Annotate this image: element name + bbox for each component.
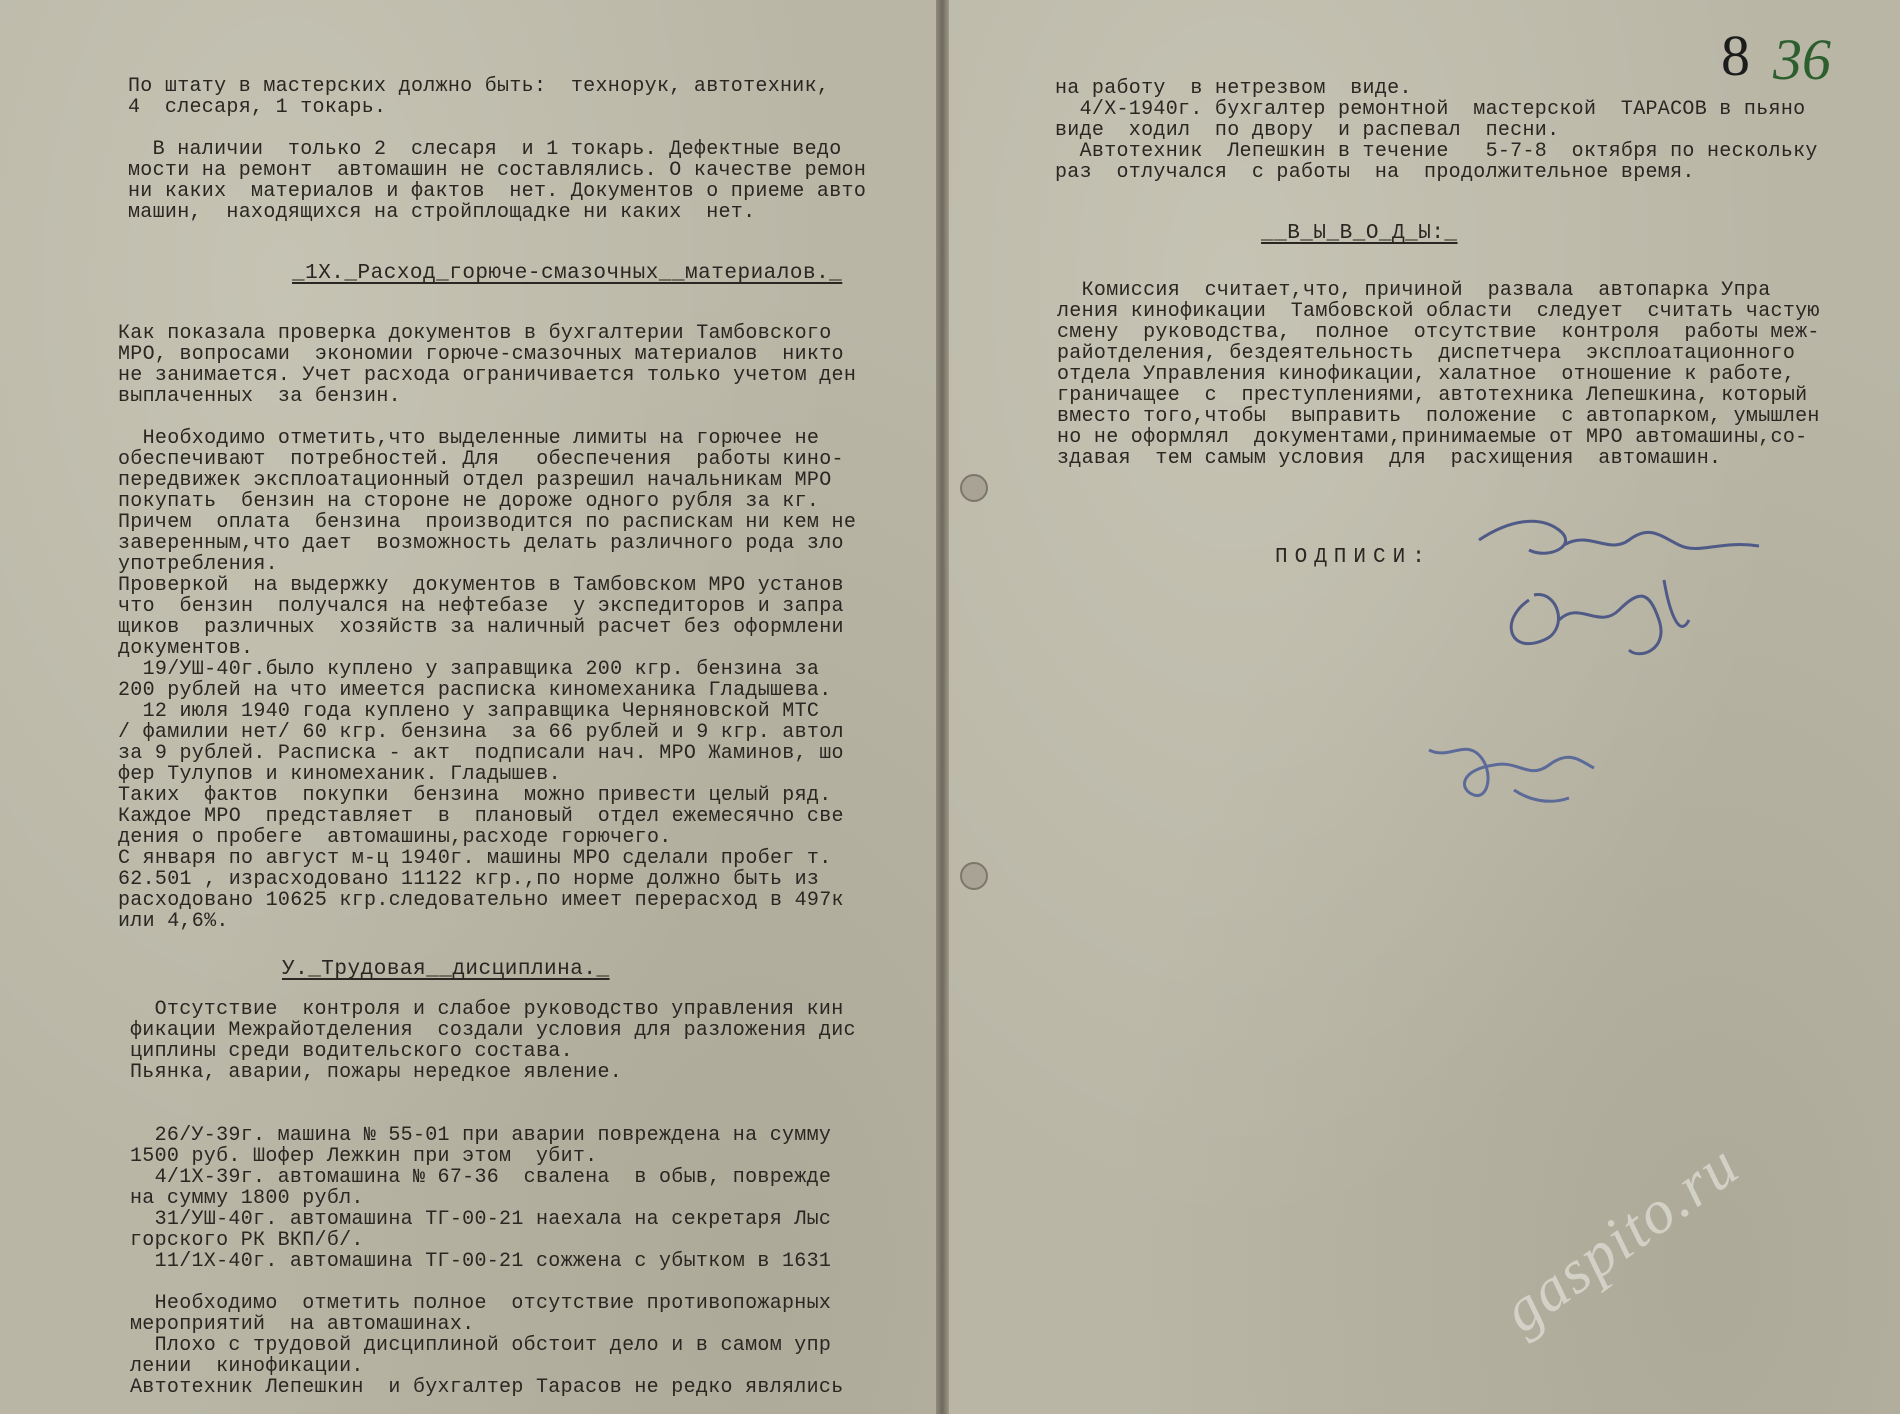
signatures-label: ПОДПИСИ: bbox=[1275, 546, 1432, 569]
binding-punch-hole bbox=[960, 862, 988, 890]
section-heading-fuel: _1Х._Расход_горюче-смазочных__материалов._ bbox=[292, 262, 843, 285]
page-number: 8 bbox=[1721, 23, 1750, 88]
left-page bbox=[0, 0, 944, 1414]
continuation-paragraph: на работу в нетрезвом виде. 4/Х-1940г. бухгалтер ремонтной мастерской ТАРАСОВ в пьяно виде ходил по двору и распевал песни. Автотехник Лепешкин в течение 5-7-8 октября по нескольку раз отлучался с работы на продолжительное время. bbox=[1055, 77, 1818, 184]
binding-punch-hole bbox=[960, 474, 988, 502]
archive-page-number: 36 bbox=[1773, 27, 1831, 92]
signature-2 bbox=[1489, 560, 1709, 670]
signature-3 bbox=[1419, 720, 1619, 810]
fuel-section-text: Как показала проверка документов в бухгалтерии Тамбовского МРО, вопросами экономии горюче-смазочных материалов никто не занимается. Учет расхода ограничивается только учетом ден выплаченных за бензин. Необходимо отметить,что выделенные лимиты на горючее не обеспечивают потребностей. Для обеспечения работы кино- передвижек эксплоатационный отдел разрешил начальникам МРО покупать бензин на стороне не дороже одного рубля за кг. Причем оплата бензина производится по распискам ни кем не заверенным,что дает возможность делать различного рода зло употребления. Проверкой на выдержку документов в Тамбовском МРО установ что бензин получался на нефтебазе у экспедиторов и запра щиков различных хозяйств за наличный расчет без оформлени документов. 19/УШ-40г.было куплено у заправщика 200 кгр. бензина за 200 рублей на что имеется расписка киномеханика Гладышева. 12 июля 1940 года куплено у заправщика Черняновской МТС / фамилии нет/ 60 кгр. бензина за 66 рублей и 9 кгр. автол за 9 рублей. Расписка - акт подписали нач. МРО Жаминов, шо фер Тулупов и киномеханик. Гладышев. Таких фактов покупки бензина можно привести целый ряд. Каждое МРО представляет в плановый отдел ежемесячно све дения о пробеге автомашины,расходе горючего. С января по август м-ц 1940г. машины МРО сделали пробег т. 62.501 , израсходовано 11122 кгр.,по норме должно быть из расходовано 10625 кгр.следовательно имеет перерасход в 497к или 4,6%. bbox=[118, 322, 857, 933]
section-heading-conclusions: __В_Ы_В_О_Д_Ы:_ bbox=[1261, 222, 1458, 245]
conclusion-text: Комиссия считает,что, причиной развала автопарка Упра ления кинофикации Тамбовской области следует считать частую смену руководства, полное отсутствие контроля работы меж- райотделения, бездеятельность диспетчера эксплоатационного отдела Управления кинофикации, халатное отношение к работе, граничащее с преступлениями, автотехника Лепешкина, который вместо того,чтобы выправить положение с автопарком, умышлен но не оформлял документами,принимаемые от МРО автомашины,со- здавая тем самым условия для расхищения автомашин. bbox=[1057, 279, 1820, 470]
section-heading-labor: У._Трудовая__дисциплина._ bbox=[282, 958, 610, 981]
watermark: gaspito.ru bbox=[1490, 1130, 1752, 1346]
right-page bbox=[948, 0, 1900, 1414]
intro-paragraph: По штату в мастерских должно быть: технорук, автотехник, 4 слесаря, 1 токарь. В наличии только 2 слесаря и 1 токарь. Дефектные ведо мости на ремонт автомашин не составлялись. О качестве ремон ни каких материалов и фактов нет. Документов о приеме авто машин, находящихся на стройплощадке ни каких нет. bbox=[128, 75, 867, 224]
labor-section-text: Отсутствие контроля и слабое руководство управления кин фикации Межрайотделения создали условия для разложения дис циплины среди водительского состава. Пьянка, аварии, пожары нередкое явление. 26/У-39г. машина № 55-01 при аварии повреждена на сумму 1500 руб. Шофер Лежкин при этом убит. 4/1Х-39г. автомашина № 67-36 свалена в обыв, поврежде на сумму 1800 рубл. 31/УШ-40г. автомашина ТГ-00-21 наехала на секретаря Лыс горского РК ВКП/б/. 11/1Х-40г. автомашина ТГ-00-21 сожжена с убытком в 1631 Необходимо отметить полное отсутствие противопожарных мероприятий на автомашинах. Плохо с трудовой дисциплиной обстоит дело и в самом упр лении кинофикации. Автотехник Лепешкин и бухгалтер Тарасов не редко являлись bbox=[130, 998, 856, 1399]
